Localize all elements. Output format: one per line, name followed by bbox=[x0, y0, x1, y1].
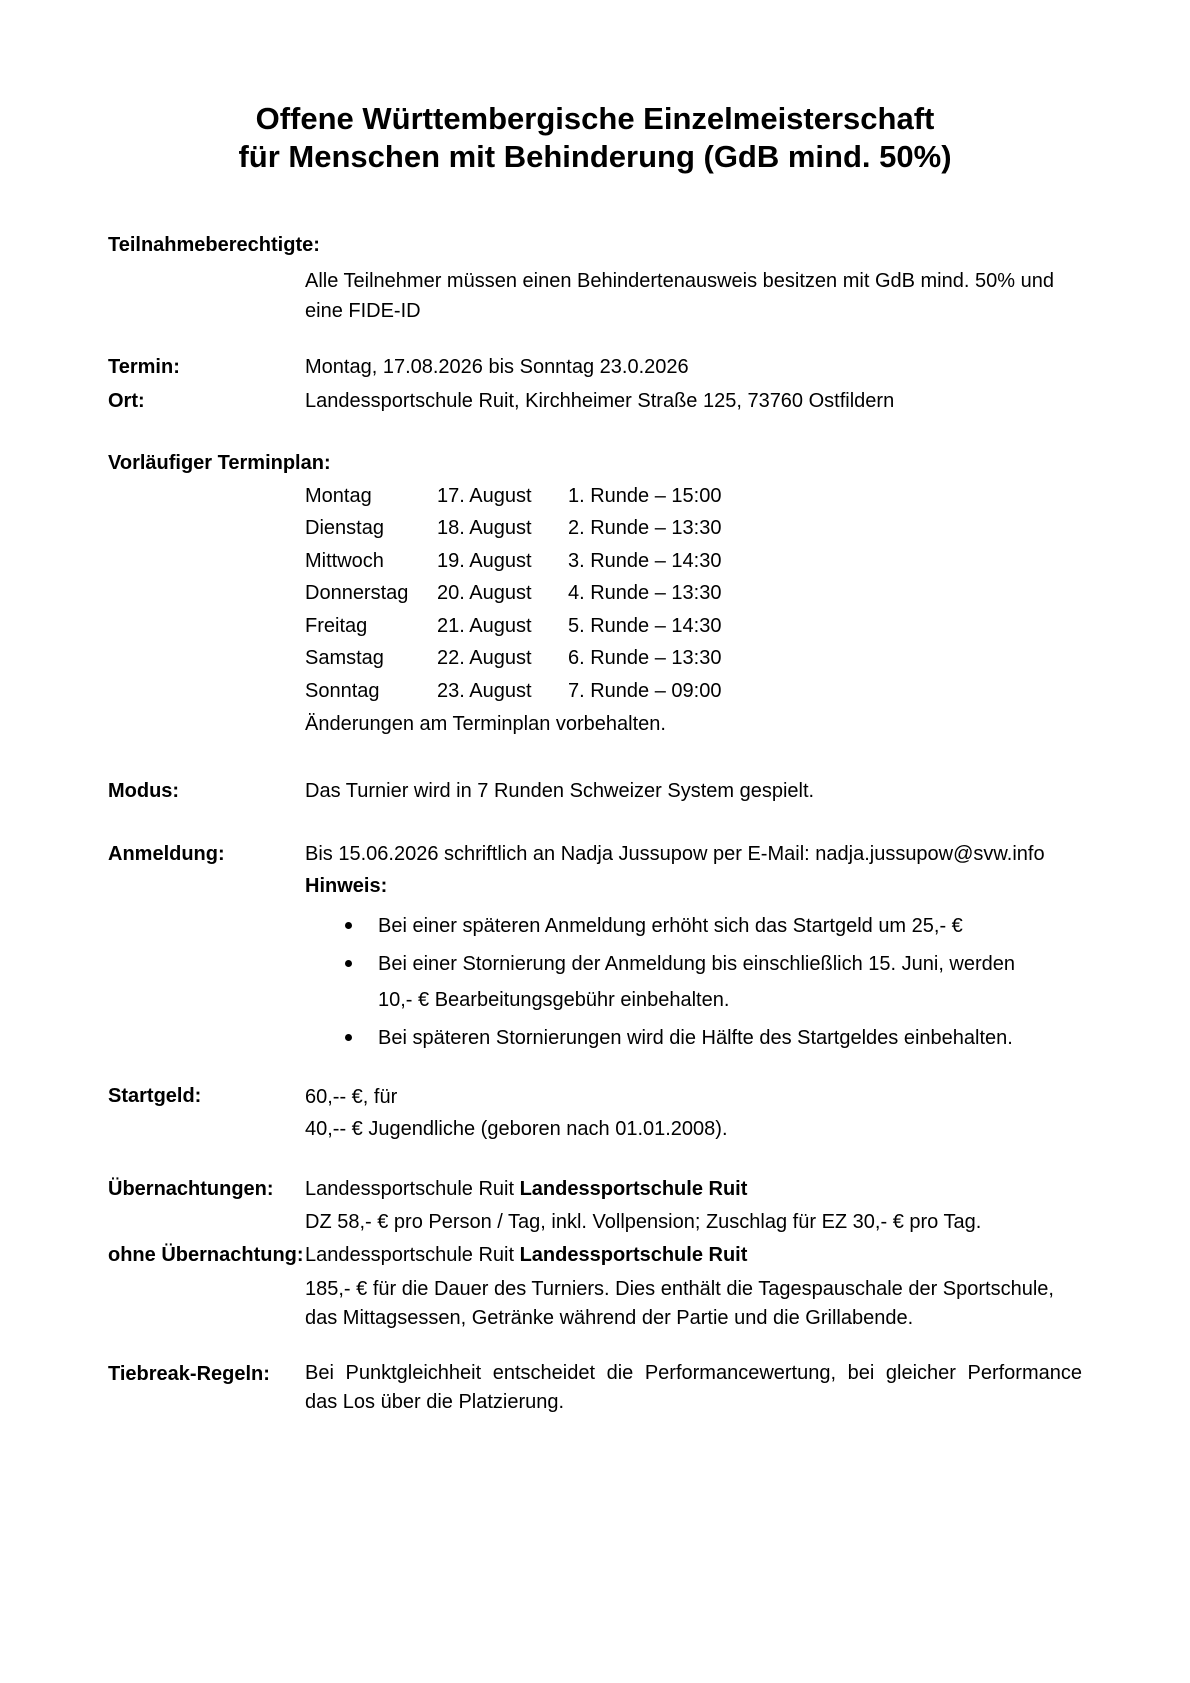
schedule-round: 6. Runde – 13:30 bbox=[568, 647, 722, 670]
schedule-date: 18. August bbox=[437, 517, 532, 540]
hinweis-label: Hinweis: bbox=[305, 874, 388, 897]
ohne-uebernachtung-label: ohne Übernachtung: bbox=[108, 1243, 304, 1266]
section-termin bbox=[108, 352, 1082, 382]
schedule-date: 21. August bbox=[437, 614, 532, 637]
schedule-row bbox=[305, 675, 1082, 708]
document-title-line2: für Menschen mit Behinderung (GdB mind. 50%) bbox=[238, 139, 952, 174]
schedule-day: Montag bbox=[305, 484, 372, 507]
teilnahme-text-line1: Alle Teilnehmer müssen einen Behindertenausweis besitzen mit GdB mind. 50% und bbox=[305, 270, 1054, 292]
ohne-uebernachtung-detail bbox=[305, 1275, 1082, 1333]
startgeld-label: Startgeld: bbox=[108, 1084, 202, 1107]
bullet-icon bbox=[345, 922, 352, 929]
anmeldung-label: Anmeldung: bbox=[108, 842, 225, 865]
bullet-icon bbox=[345, 960, 352, 967]
modus-label: Modus: bbox=[108, 779, 180, 802]
ort-label: Ort: bbox=[108, 390, 145, 412]
hinweis-bullet-list bbox=[345, 908, 1082, 1056]
ohne-uebernachtung-value bbox=[305, 1240, 1082, 1270]
termin-label: Termin: bbox=[108, 356, 180, 378]
schedule-row bbox=[305, 513, 1082, 546]
startgeld-value bbox=[305, 1081, 1082, 1145]
schedule-round: 7. Runde – 09:00 bbox=[568, 679, 722, 702]
ohne-uebernachtung-value-bold: Landessportschule Ruit bbox=[519, 1243, 748, 1266]
startgeld-line2: 40,-- € Jugendliche (geboren nach 01.01.2008). bbox=[305, 1117, 728, 1140]
bullet-text bbox=[378, 946, 1015, 1018]
schedule-round: 3. Runde – 14:30 bbox=[568, 549, 722, 572]
startgeld-line1: 60,-- €, für bbox=[305, 1085, 398, 1108]
schedule-round: 5. Runde – 14:30 bbox=[568, 614, 722, 637]
schedule-day: Freitag bbox=[305, 614, 368, 637]
schedule-row bbox=[305, 578, 1082, 611]
schedule-note: Änderungen am Terminplan vorbehalten. bbox=[305, 712, 666, 735]
bullet-text: Bei einer späteren Anmeldung erhöht sich das Startgeld um 25,- € bbox=[378, 914, 963, 937]
uebernachtungen-value bbox=[305, 1174, 1082, 1204]
teilnahme-text bbox=[305, 266, 1082, 326]
ort-value: Landessportschule Ruit, Kirchheimer Straße 125, 73760 Ostfildern bbox=[305, 390, 895, 412]
schedule-day: Dienstag bbox=[305, 517, 384, 540]
tiebreak-text-line1: Bei Punktgleichheit entscheidet die Performancewertung, bei gleicher Performance bbox=[305, 1361, 1082, 1384]
schedule-row bbox=[305, 545, 1082, 578]
schedule-round: 4. Runde – 13:30 bbox=[568, 582, 722, 605]
section-anmeldung bbox=[108, 839, 1082, 869]
schedule-date: 23. August bbox=[437, 679, 532, 702]
section-teilnahmeberechtigte bbox=[108, 230, 1082, 326]
schedule-day: Samstag bbox=[305, 647, 384, 670]
tiebreak-text bbox=[305, 1359, 1082, 1417]
uebernachtungen-label: Übernachtungen: bbox=[108, 1177, 274, 1200]
terminplan-label: Vorläufiger Terminplan: bbox=[108, 452, 331, 474]
uebernachtungen-value-normal: Landessportschule Ruit bbox=[305, 1177, 520, 1200]
schedule-day: Donnerstag bbox=[305, 582, 409, 605]
section-modus bbox=[108, 776, 1082, 806]
schedule-date: 20. August bbox=[437, 582, 532, 605]
schedule-day: Mittwoch bbox=[305, 549, 384, 572]
ohne-uebernachtung-value-normal: Landessportschule Ruit bbox=[305, 1243, 520, 1266]
uebernachtungen-detail: DZ 58,- € pro Person / Tag, inkl. Vollpension; Zuschlag für EZ 30,- € pro Tag. bbox=[305, 1210, 982, 1233]
schedule-date: 19. August bbox=[437, 549, 532, 572]
tiebreak-text-line2: das Los über die Platzierung. bbox=[305, 1390, 565, 1413]
section-ort bbox=[108, 386, 1082, 416]
schedule-row bbox=[305, 610, 1082, 643]
bullet-text-line2: 10,- € Bearbeitungsgebühr einbehalten. bbox=[378, 988, 730, 1011]
anmeldung-value: Bis 15.06.2026 schriftlich an Nadja Jussupow per E-Mail: nadja.jussupow@svw.info bbox=[305, 842, 1045, 865]
schedule-date: 17. August bbox=[437, 484, 532, 507]
schedule-date: 22. August bbox=[437, 647, 532, 670]
tiebreak-label: Tiebreak-Regeln: bbox=[108, 1362, 270, 1385]
ohne-uebernachtung-detail-line1: 185,- € für die Dauer des Turniers. Dies enthält die Tagespauschale der Sportschule, bbox=[305, 1277, 1054, 1300]
document-title bbox=[108, 100, 1082, 176]
bullet-text-line1: Bei einer Stornierung der Anmeldung bis einschließlich 15. Juni, werden bbox=[378, 952, 1016, 975]
ohne-uebernachtung-detail-line2: das Mittagsessen, Getränke während der Partie und die Grillabende. bbox=[305, 1306, 914, 1329]
bullet-icon bbox=[345, 1034, 352, 1041]
schedule-row bbox=[305, 480, 1082, 513]
bullet-text: Bei späteren Stornierungen wird die Hälfte des Startgeldes einbehalten. bbox=[378, 1026, 1013, 1049]
schedule-round: 2. Runde – 13:30 bbox=[568, 517, 722, 540]
schedule-day: Sonntag bbox=[305, 679, 380, 702]
list-item bbox=[345, 908, 1082, 944]
section-tiebreak bbox=[108, 1359, 1082, 1417]
uebernachtungen-value-bold: Landessportschule Ruit bbox=[519, 1177, 748, 1200]
document-title-line1: Offene Württembergische Einzelmeisterschaft bbox=[255, 101, 935, 136]
list-item bbox=[345, 946, 1082, 1018]
section-uebernachtungen bbox=[108, 1174, 1082, 1204]
termin-value: Montag, 17.08.2026 bis Sonntag 23.0.2026 bbox=[305, 356, 689, 378]
teilnahme-text-line2: eine FIDE-ID bbox=[305, 300, 421, 322]
list-item bbox=[345, 1020, 1082, 1056]
schedule-row bbox=[305, 643, 1082, 676]
schedule-table bbox=[305, 480, 1082, 708]
modus-value: Das Turnier wird in 7 Runden Schweizer System gespielt. bbox=[305, 779, 815, 802]
section-startgeld bbox=[108, 1081, 1082, 1145]
teilnahme-label: Teilnahmeberechtigte: bbox=[108, 234, 320, 256]
schedule-round: 1. Runde – 15:00 bbox=[568, 484, 722, 507]
section-ohne-uebernachtung bbox=[108, 1240, 1082, 1270]
